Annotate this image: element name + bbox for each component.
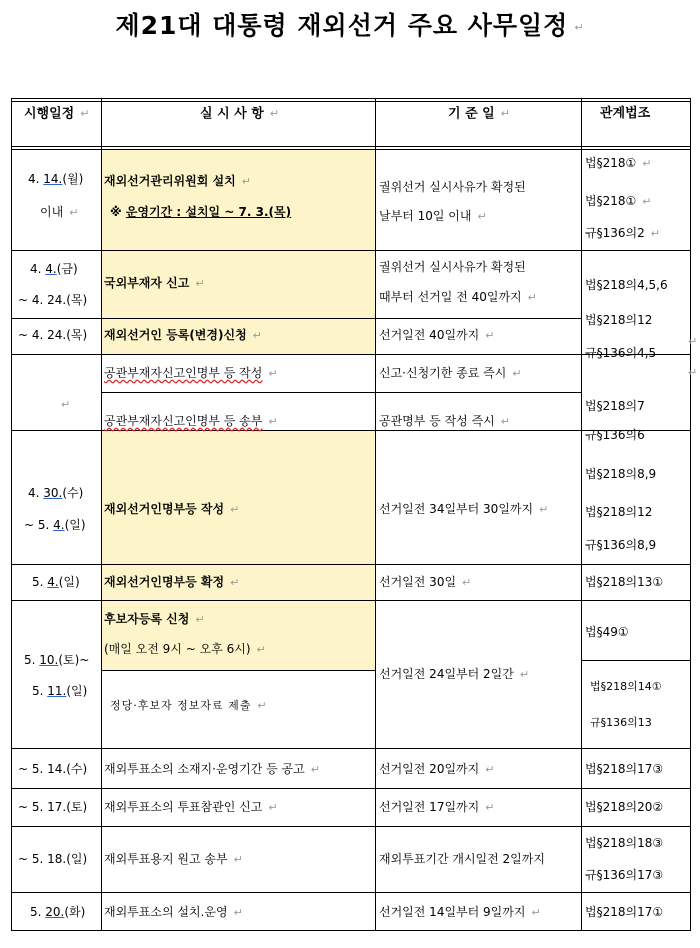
table-bottom-border [11, 930, 691, 931]
r6-law-1 [585, 467, 656, 481]
paragraph-mark-icon: ↵ [257, 699, 268, 712]
r1-law-3 [585, 226, 660, 241]
r2r3-law3-text: 규§136의4,5 [585, 346, 657, 360]
r10-law-text: 법§218의17③ [585, 762, 664, 776]
r3-basis-text: 선거일전 40일까지 [379, 328, 480, 342]
r8-task-2 [104, 642, 266, 657]
r11-task [104, 800, 278, 815]
r12-law2-text: 규§136의17③ [585, 868, 664, 882]
r2-date-post: (금) [56, 262, 78, 276]
r8-task-1 [104, 612, 205, 627]
r13-date-pre: 5. [30, 905, 46, 919]
header-basis [448, 107, 510, 122]
r13-date [30, 905, 85, 919]
r2-date-underlined: 4. [45, 262, 57, 276]
row-line-10 [11, 788, 691, 789]
r3-date [18, 328, 87, 342]
r7-date-pre: 5. [32, 575, 48, 589]
r8-date-post: (토)~ [58, 653, 90, 667]
r7-date-underlined: 4. [47, 575, 59, 589]
r2r3-law-3 [585, 346, 656, 360]
r11-date-text: ~ 5. 17.(토) [18, 800, 88, 814]
r12-basis [379, 852, 545, 866]
paragraph-mark-icon: ↵ [574, 20, 585, 34]
r6-date-post: (수) [62, 486, 84, 500]
paragraph-mark-icon: ↵ [269, 107, 280, 120]
r1-law3-text: 규§136의2 [585, 226, 645, 240]
paragraph-mark-icon: ↵ [230, 575, 240, 589]
r12-basis-text: 재외투표기간 개시일전 2일까지 [379, 852, 545, 866]
r8-date2-underlined: 11. [47, 684, 67, 698]
r2-date-1 [30, 262, 78, 276]
r8-basis-text: 선거일전 24일부터 2일간 [379, 667, 514, 681]
r7-date-post: (일) [58, 575, 80, 589]
r13-date-post: (화) [64, 905, 86, 919]
r12-date-text: ~ 5. 18.(일) [18, 852, 88, 866]
r11-law [585, 800, 663, 814]
paragraph-mark-icon: ↵ [233, 852, 243, 866]
r1-date-pre: 4. [28, 172, 44, 186]
r6-date2-pre: ~ 5. [24, 518, 54, 532]
header-law [600, 107, 650, 121]
r11-task-text: 재외투표소의 투표참관인 신고 [104, 800, 263, 814]
paragraph-mark-icon: ↵ [69, 205, 79, 219]
table-top-border [11, 98, 691, 99]
r2r3-law-1 [585, 278, 668, 292]
r8-date-1 [24, 653, 89, 667]
r7-basis [379, 575, 471, 590]
r12-task [104, 852, 243, 867]
paragraph-mark-icon: ↵ [252, 328, 262, 342]
row-line-11 [11, 826, 691, 827]
paragraph-mark-icon: ↵ [256, 642, 266, 656]
paragraph-mark-icon: ↵ [650, 226, 660, 240]
paragraph-mark-icon: ↵ [268, 800, 278, 814]
r6-task [104, 502, 239, 517]
r7-law-text: 법§218의13① [585, 575, 664, 589]
r11-basis [379, 800, 494, 815]
r12-law1-text: 법§218의18③ [585, 836, 664, 850]
r5-law2-text: 규§136의6 [585, 428, 645, 442]
r3-task-text: 재외선거인 등록(변경)신청 [104, 328, 247, 342]
r10-date-text: ~ 5. 14.(수) [18, 762, 88, 776]
header-bottom-border [11, 146, 691, 147]
r1-task2-pre: ※ [110, 205, 126, 219]
header-bottom-border-2 [11, 149, 691, 150]
r6-basis-text: 선거일전 34일부터 30일까지 [379, 502, 534, 516]
r2-date-2 [18, 293, 87, 307]
paragraph-mark-icon: ↵ [462, 575, 472, 589]
r1-date2-text: 이내 [40, 205, 64, 219]
r10-basis-text: 선거일전 20일까지 [379, 762, 480, 776]
r6-date2-underlined: 4. [53, 518, 65, 532]
r3-task [104, 328, 262, 343]
r6-date-pre: 4. [28, 486, 44, 500]
edge-paragraph-mark-1 [688, 335, 697, 348]
paragraph-mark-icon: ↵ [500, 107, 510, 120]
r9-task-text: 정당·후보자 정보자료 제출 [110, 699, 252, 712]
shade-r1 [101, 150, 375, 250]
r7-date [32, 575, 80, 589]
col-line-2 [375, 98, 376, 931]
r12-law-1 [585, 836, 663, 850]
r1-date-underlined: 14. [43, 172, 63, 186]
r1-law1-text: 법§218① [585, 156, 637, 170]
r2-basis2-text: 때부터 선거일 전 40일까지 [379, 290, 522, 304]
r10-law [585, 762, 663, 776]
r9-task [110, 699, 268, 713]
paragraph-mark-icon: ↵ [310, 762, 320, 776]
r2-task [104, 276, 205, 291]
r1-law2-text: 법§218① [585, 194, 637, 208]
r6-basis [379, 502, 548, 517]
r1-law-1 [585, 156, 651, 171]
table-top-border-2 [11, 101, 691, 102]
r13-date-underlined: 20. [45, 905, 65, 919]
r6-date-1 [28, 486, 83, 500]
col-line-left [11, 98, 12, 931]
page-title [0, 6, 700, 42]
r7-law [585, 575, 663, 589]
paragraph-mark-icon: ↵ [268, 414, 278, 428]
row-line-7 [11, 600, 691, 601]
r12-task-text: 재외투표용지 원고 송부 [104, 852, 228, 866]
header-task-label: 실 시 사 항 [200, 106, 264, 122]
paragraph-mark-icon: ↵ [642, 194, 652, 208]
r4-basis [379, 366, 522, 381]
r7-basis-text: 선거일전 30일 [379, 575, 457, 589]
r7-task [104, 575, 239, 590]
paragraph-mark-icon: ↵ [527, 290, 537, 304]
r9-law2-text: 규§136의13 [590, 716, 652, 729]
r2-task-text: 국외부재자 신고 [104, 276, 190, 290]
r8-law-text: 법§49① [585, 625, 629, 639]
page-title-text: 제21대 대통령 재외선거 주요 사무일정 [115, 11, 569, 40]
paragraph-mark-icon: ↵ [268, 366, 278, 380]
paragraph-mark-icon: ↵ [500, 414, 510, 428]
r11-law-text: 법§218의20② [585, 800, 664, 814]
r6-date2-post: (일) [64, 518, 86, 532]
r13-task [104, 905, 243, 920]
r2-basis1-text: 궐위선거 실시사유가 확정된 [379, 260, 526, 274]
r10-task-text: 재외투표소의 소재지·운영기간 등 공고 [104, 762, 305, 776]
r1-task2-underlined: 운영기간 : 설치일 ~ 7. 3.(목) [125, 205, 292, 219]
r9-law1-text: 법§218의14① [590, 680, 662, 693]
r6-law2-text: 법§218의12 [585, 505, 653, 519]
paragraph-mark-icon: ↵ [539, 502, 549, 516]
r1-task-1 [104, 174, 251, 189]
r13-basis [379, 905, 541, 920]
r1-date-post: (월) [62, 172, 84, 186]
r6-date-underlined: 30. [43, 486, 63, 500]
shade-r6 [101, 431, 375, 564]
header-task [200, 107, 279, 122]
r1-date-2 [40, 205, 78, 220]
r2r3-law-2 [585, 313, 652, 327]
header-date-label: 시행일정 [24, 106, 75, 122]
paragraph-mark-icon: ↵ [485, 328, 495, 342]
r8-basis [379, 667, 529, 682]
header-basis-label: 기 준 일 [448, 106, 495, 122]
row-line-1 [11, 250, 691, 251]
r13-task-text: 재외투표소의 설치.운영 [104, 905, 228, 919]
r5-basis [379, 414, 510, 429]
r11-basis-text: 선거일전 17일까지 [379, 800, 480, 814]
header-law-label: 관계법조 [600, 106, 651, 121]
r1-law-2 [585, 194, 651, 209]
col-line-right [690, 98, 691, 931]
paragraph-mark-icon: ↵ [477, 209, 487, 223]
paragraph-mark-icon: ↵ [531, 905, 541, 919]
row-line-8b [581, 660, 691, 661]
r6-law1-text: 법§218의8,9 [585, 467, 657, 481]
r10-task [104, 762, 320, 777]
paragraph-mark-icon: ↵ [80, 107, 90, 120]
r5-task [104, 414, 278, 429]
r8-task1-text: 후보자등록 신청 [104, 612, 190, 626]
paragraph-mark-icon: ↵ [233, 905, 243, 919]
r10-basis [379, 762, 494, 777]
r1-task-2 [110, 205, 291, 219]
row-line-2a [11, 318, 581, 319]
r1-basis2-text: 날부터 10일 이내 [379, 209, 472, 223]
r12-date [18, 852, 87, 866]
r5-law-1 [585, 399, 645, 413]
r2r3-law1-text: 법§218의4,5,6 [585, 278, 668, 292]
r13-law-text: 법§218의17① [585, 905, 664, 919]
r6-task-text: 재외선거인명부등 작성 [104, 502, 225, 516]
r5-law1-text: 법§218의7 [585, 399, 645, 413]
r5-law-2 [585, 428, 645, 442]
r11-date [18, 800, 87, 814]
r8-date-underlined: 10. [39, 653, 59, 667]
r6-law-2 [585, 505, 652, 519]
r9-law-1 [590, 680, 662, 694]
r1-task1-text: 재외선거관리위원회 설치 [104, 174, 236, 188]
row-line-8a [101, 670, 375, 671]
r2-date-pre: 4. [30, 262, 46, 276]
r3-date-text: ~ 4. 24.(목) [18, 328, 88, 342]
r1-basis-2 [379, 209, 487, 224]
row-line-4 [101, 392, 581, 393]
r1-basis-1 [379, 180, 526, 194]
r12-law-2 [585, 868, 663, 882]
paragraph-mark-icon: ↵ [519, 667, 530, 681]
r5-task-text: 공관부재자신고인명부 등 송부 [104, 414, 263, 428]
paragraph-mark-icon: ↵ [688, 366, 698, 379]
r6-date-2 [24, 518, 86, 532]
paragraph-mark-icon: ↵ [61, 397, 71, 411]
r1-date-1 [28, 172, 83, 186]
r2r3-law2-text: 법§218의12 [585, 313, 653, 327]
row-line-9 [11, 748, 691, 749]
r9-law-2 [590, 716, 652, 730]
paragraph-mark-icon: ↵ [241, 174, 251, 188]
r1-basis1-text: 궐위선거 실시사유가 확정된 [379, 180, 526, 194]
r6-law3-text: 규§136의8,9 [585, 538, 657, 552]
r4-basis-text: 신고·신청기한 종료 즉시 [379, 366, 507, 380]
r7-task-text: 재외선거인명부등 확정 [104, 575, 225, 589]
r4-task-text: 공관부재자신고인명부 등 작성 [104, 366, 263, 380]
r4-task [104, 366, 278, 381]
r2-basis-1 [379, 260, 526, 274]
paragraph-mark-icon: ↵ [195, 276, 205, 290]
col-line-1 [101, 98, 102, 931]
r8-date-pre: 5. [24, 653, 40, 667]
paragraph-mark-icon: ↵ [230, 502, 240, 516]
r13-law [585, 905, 663, 919]
paragraph-mark-icon: ↵ [688, 335, 698, 348]
r8-date-2 [32, 684, 87, 698]
r2-date2-text: ~ 4. 24.(목) [18, 293, 88, 307]
r4r5-date-empty [55, 397, 70, 412]
paragraph-mark-icon: ↵ [485, 762, 495, 776]
r8-date2-post: (일) [66, 684, 88, 698]
col-line-3 [581, 98, 582, 931]
r2-basis-2 [379, 290, 537, 305]
paragraph-mark-icon: ↵ [485, 800, 495, 814]
row-line-6 [11, 564, 691, 565]
header-date [24, 107, 89, 122]
r6-law-3 [585, 538, 656, 552]
r10-date [18, 762, 87, 776]
paragraph-mark-icon: ↵ [195, 612, 205, 626]
r3-basis [379, 328, 494, 343]
edge-paragraph-mark-2 [688, 366, 697, 379]
paragraph-mark-icon: ↵ [512, 366, 522, 380]
r8-law [585, 625, 629, 639]
r5-basis-text: 공관명부 등 작성 즉시 [379, 414, 495, 428]
paragraph-mark-icon: ↵ [642, 156, 652, 170]
r8-date2-pre: 5. [32, 684, 48, 698]
r8-task2-text: (매일 오전 9시 ~ 오후 6시) [104, 642, 251, 656]
row-line-12 [11, 892, 691, 893]
r13-basis-text: 선거일전 14일부터 9일까지 [379, 905, 526, 919]
shade-r8 [101, 600, 375, 670]
